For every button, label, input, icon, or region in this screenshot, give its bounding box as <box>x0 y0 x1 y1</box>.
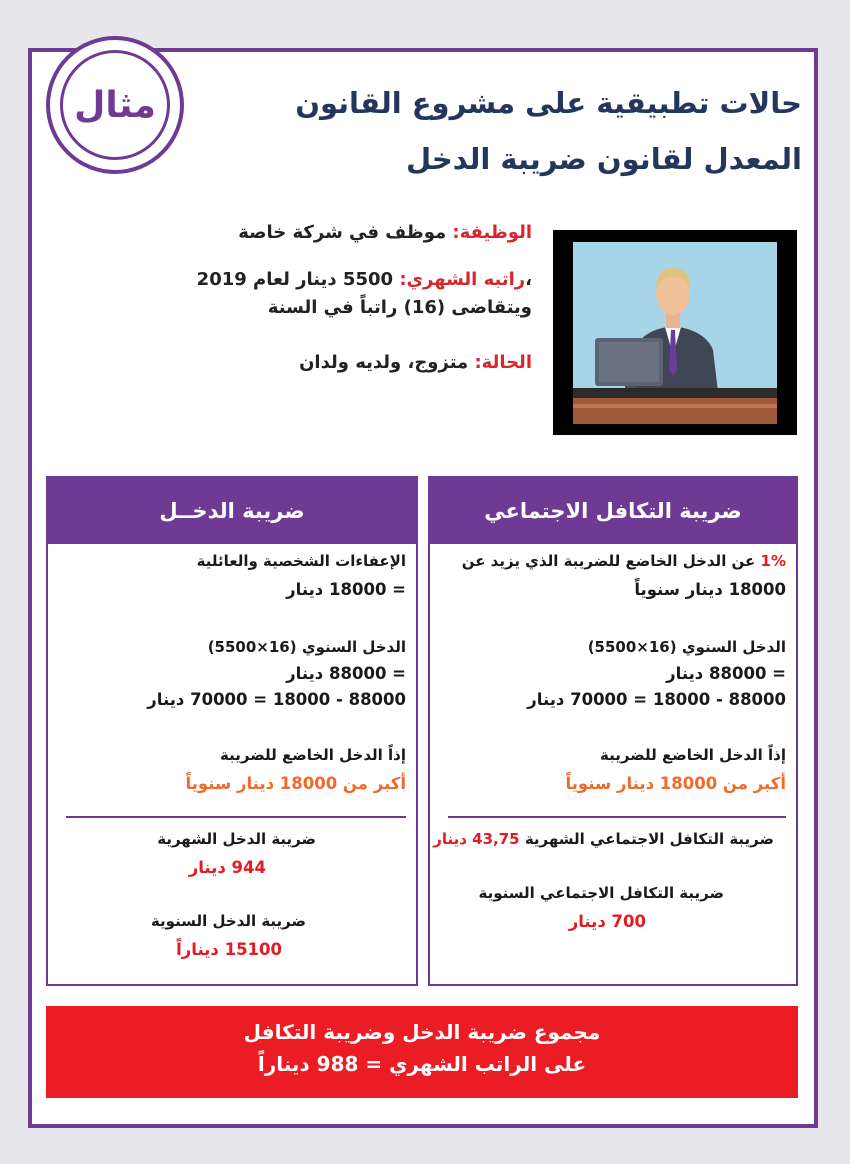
yearly-tax-label: ضريبة الدخل السنوية <box>150 912 306 930</box>
monthly-solidarity-label: ضريبة التكافل الاجتماعي الشهرية <box>524 830 774 848</box>
income-tax-panel <box>46 476 418 986</box>
annual-income-label: الدخل السنوي (16×5500) <box>587 638 786 656</box>
salary-prefix: ، <box>525 269 532 290</box>
exemptions-label: الإعفاءات الشخصية والعائلية <box>196 552 406 570</box>
monthly-tax-value: 944 دينار <box>188 858 266 877</box>
salary-label: راتبه الشهري: <box>399 269 526 290</box>
total-line1: مجموع ضريبة الدخل وضريبة التكافل <box>243 1020 601 1044</box>
yearly-solidarity-value: 700 دينار <box>568 912 646 931</box>
rate-value: 1% <box>760 552 786 570</box>
salary-value: 5500 دينار لعام 2019 <box>196 269 400 290</box>
status-value: متزوج، ولديه ولدان <box>299 352 475 373</box>
solidarity-tax-header: ضريبة التكافل الاجتماعي <box>430 478 796 544</box>
yearly-solidarity-label: ضريبة التكافل الاجتماعي السنوية <box>478 884 724 902</box>
taxable-value: أكبر من 18000 دينار سنوياً <box>565 774 786 793</box>
stamp-label: مثال <box>74 84 156 126</box>
status-info <box>172 352 532 373</box>
salary-line2: ويتقاضى (16) راتباً في السنة <box>267 297 532 318</box>
monthly-solidarity <box>433 830 774 848</box>
job-label: الوظيفة: <box>452 222 532 243</box>
monthly-tax-label: ضريبة الدخل الشهرية <box>157 830 316 848</box>
annual-income-value: = 88000 دينار <box>286 664 406 683</box>
example-stamp <box>46 36 184 174</box>
employee-at-desk-icon <box>553 230 797 435</box>
page-title-line1: حالات تطبيقية على مشروع القانون <box>295 86 802 120</box>
exemptions-value: = 18000 دينار <box>286 580 406 599</box>
taxable-calc: 88000 - 18000 = 70000 دينار <box>147 690 406 709</box>
panel-divider <box>448 816 786 818</box>
taxable-label: إذاً الدخل الخاضع للضريبة <box>600 746 786 764</box>
salary-info <box>172 266 532 322</box>
income-tax-header: ضريبة الدخــل <box>48 478 416 544</box>
taxable-label: إذاً الدخل الخاضع للضريبة <box>220 746 406 764</box>
page-title-line2: المعدل لقانون ضريبة الدخل <box>405 142 802 176</box>
employee-illustration <box>553 230 797 435</box>
job-value: موظف في شركة خاصة <box>238 222 453 243</box>
annual-income-value: = 88000 دينار <box>666 664 786 683</box>
stamp-inner-ring <box>60 50 170 160</box>
taxable-calc: 88000 - 18000 = 70000 دينار <box>527 690 786 709</box>
solidarity-tax-panel <box>428 476 798 986</box>
status-label: الحالة: <box>474 352 532 373</box>
total-line2: على الراتب الشهري = 988 ديناراً <box>257 1052 587 1076</box>
rate-threshold: 18000 دينار سنوياً <box>634 580 786 599</box>
annual-income-label: الدخل السنوي (16×5500) <box>207 638 406 656</box>
yearly-tax-value: 15100 ديناراً <box>176 940 282 959</box>
rate-text: عن الدخل الخاضع للضريبة الذي يزيد عن <box>461 552 761 570</box>
rate-description <box>462 552 786 570</box>
panel-divider <box>66 816 406 818</box>
job-info <box>172 222 532 243</box>
monthly-solidarity-value: 43,75 دينار <box>433 830 525 848</box>
total-banner <box>46 1006 798 1098</box>
taxable-value: أكبر من 18000 دينار سنوياً <box>185 774 406 793</box>
